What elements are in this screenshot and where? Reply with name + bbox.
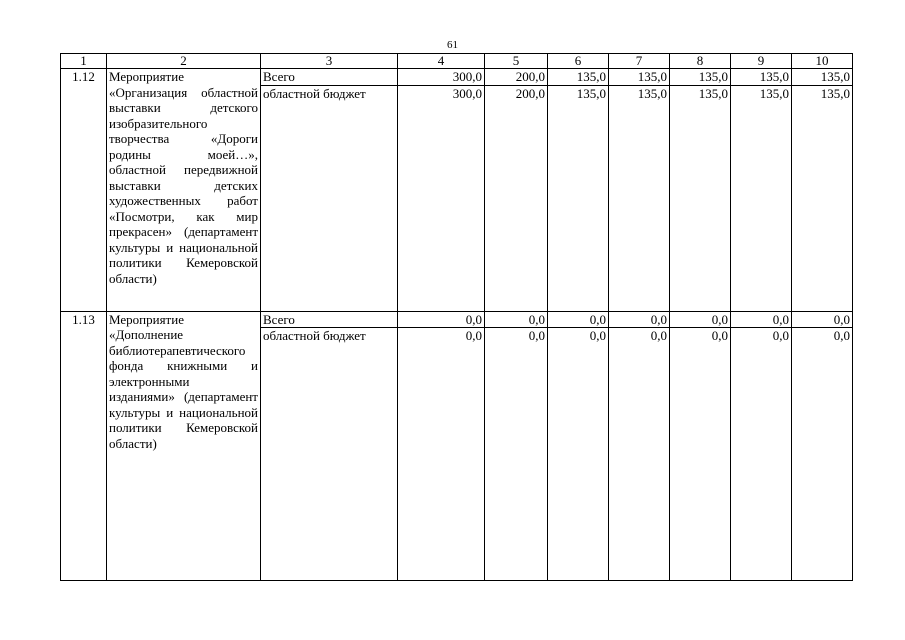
row-number: 1.12 bbox=[61, 69, 107, 312]
column-header: 7 bbox=[609, 54, 670, 69]
activity-description: Мероприятие «Организация областной выставки детского изобразительного творчества «Дороги родины моей…», областной передвижной выставки детских художественных работ «Посмотри, как мир прекрасен» (департамент культуры и национальной политики Кемеровской области) bbox=[107, 69, 261, 312]
column-header: 10 bbox=[792, 54, 853, 69]
column-header: 1 bbox=[61, 54, 107, 69]
value-cell: 0,0 bbox=[548, 311, 609, 328]
column-header: 9 bbox=[731, 54, 792, 69]
page-number: 61 bbox=[447, 39, 458, 51]
value-cell: 0,0 bbox=[792, 328, 853, 581]
column-header: 6 bbox=[548, 54, 609, 69]
activity-description: Мероприятие «Дополнение библиотерапевтического фонда книжными и электронными изданиями» (департамент культуры и национальной политики Кемеровской области) bbox=[107, 311, 261, 581]
table-row bbox=[61, 311, 853, 328]
value-cell: 0,0 bbox=[792, 311, 853, 328]
value-cell: 0,0 bbox=[609, 311, 670, 328]
column-header-row bbox=[61, 54, 853, 69]
value-cell: 135,0 bbox=[731, 69, 792, 86]
value-cell: 135,0 bbox=[548, 69, 609, 86]
value-cell: 0,0 bbox=[398, 328, 485, 581]
column-header: 5 bbox=[485, 54, 548, 69]
value-cell: 0,0 bbox=[398, 311, 485, 328]
value-cell: 135,0 bbox=[670, 69, 731, 86]
row-number: 1.13 bbox=[61, 311, 107, 581]
value-cell: 200,0 bbox=[485, 85, 548, 311]
column-header: 4 bbox=[398, 54, 485, 69]
value-cell: 0,0 bbox=[731, 328, 792, 581]
budget-table bbox=[60, 53, 853, 581]
value-cell: 0,0 bbox=[548, 328, 609, 581]
value-cell: 135,0 bbox=[609, 85, 670, 311]
funding-source: областной бюджет bbox=[261, 328, 398, 581]
funding-source: областной бюджет bbox=[261, 85, 398, 311]
value-cell: 0,0 bbox=[485, 311, 548, 328]
value-cell: 0,0 bbox=[609, 328, 670, 581]
value-cell: 135,0 bbox=[609, 69, 670, 86]
value-cell: 300,0 bbox=[398, 69, 485, 86]
funding-source: Всего bbox=[261, 311, 398, 328]
value-cell: 300,0 bbox=[398, 85, 485, 311]
column-header: 3 bbox=[261, 54, 398, 69]
value-cell: 135,0 bbox=[548, 85, 609, 311]
value-cell: 0,0 bbox=[670, 311, 731, 328]
value-cell: 200,0 bbox=[485, 69, 548, 86]
value-cell: 0,0 bbox=[731, 311, 792, 328]
value-cell: 135,0 bbox=[792, 69, 853, 86]
value-cell: 135,0 bbox=[670, 85, 731, 311]
value-cell: 135,0 bbox=[731, 85, 792, 311]
value-cell: 0,0 bbox=[485, 328, 548, 581]
table-row bbox=[61, 69, 853, 86]
column-header: 2 bbox=[107, 54, 261, 69]
column-header: 8 bbox=[670, 54, 731, 69]
funding-source: Всего bbox=[261, 69, 398, 86]
value-cell: 0,0 bbox=[670, 328, 731, 581]
value-cell: 135,0 bbox=[792, 85, 853, 311]
